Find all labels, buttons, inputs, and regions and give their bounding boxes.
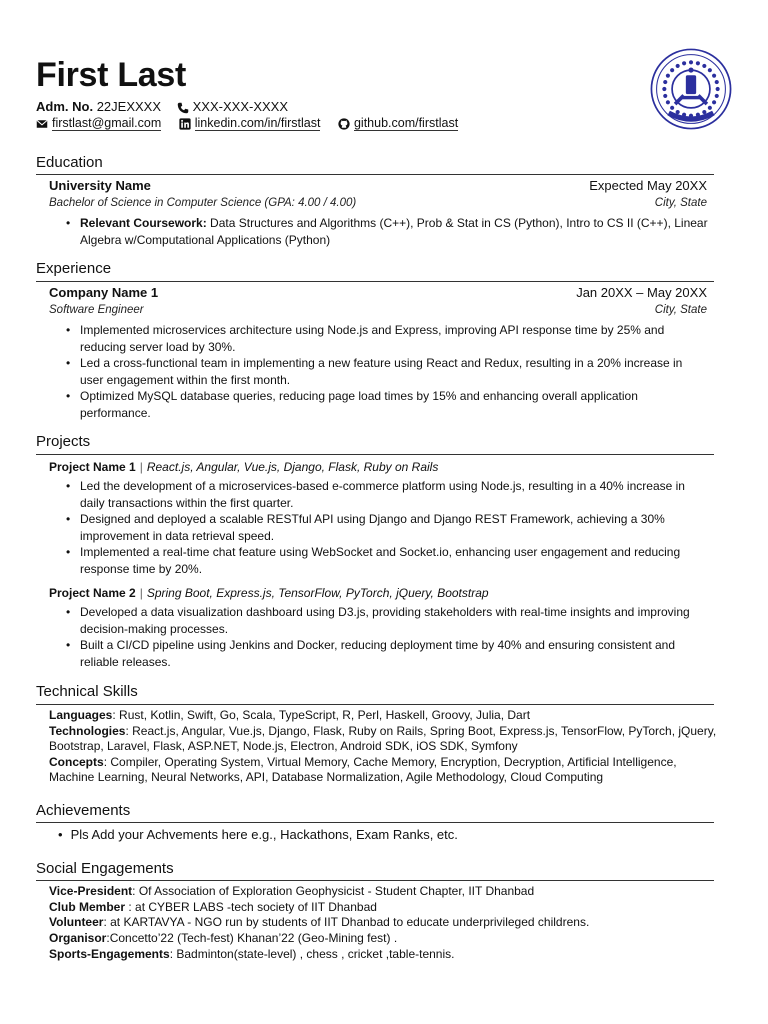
section-divider	[36, 880, 714, 881]
skills-languages: Languages: Rust, Kotlin, Swift, Go, Scala, TypeScript, R, Perl, Haskell, Groovy, Julia, Dart	[49, 708, 531, 722]
achievement-item: • Pls Add your Achvements here e.g., Hackathons, Exam Ranks, etc.	[58, 827, 458, 842]
emblem-gear-tooth	[670, 68, 674, 72]
coursework-label: Relevant Coursework:	[80, 216, 207, 230]
email-text: firstlast@gmail.com	[52, 116, 162, 130]
list-item: Volunteer: at KARTAVYA - NGO run by students of IIT Dhanbad to educate underprivileged childrens.	[49, 915, 590, 930]
emblem-gear-tooth	[666, 100, 670, 104]
github-icon	[338, 118, 350, 130]
coursework-list	[62, 215, 712, 248]
phone-icon	[177, 102, 189, 114]
adm-label: Adm. No.	[36, 99, 94, 114]
emblem-gear-tooth	[666, 74, 670, 78]
experience-dates: Jan 20XX – May 20XX	[576, 285, 707, 300]
skills-technologies: Technologies: React.js, Angular, Vue.js, Django, Flask, Ruby on Rails, Spring Boot, Express.js, TensorFlow, PyTorch, jQuery, Bootstrap, Laravel, Flask, ASP.NET, Node.js, Electron, Android SDK, iOS SDK, Symfony	[49, 723, 717, 754]
coursework-text: Data Structures and Algorithms (C++), Prob & Stat in CS (Python), Intro to CS II (C++), Linear	[210, 216, 708, 230]
experience-location: City, State	[654, 304, 707, 316]
experience-entry-sub	[49, 304, 707, 316]
list-item: Organisor:Concetto’22 (Tech-fest) Khanan’22 (Geo-Mining fest) .	[49, 931, 398, 946]
list-item	[62, 215, 712, 248]
list-item: Vice-President: Of Association of Exploration Geophysicist - Student Chapter, IIT Dhanbad	[49, 884, 535, 898]
linkedin-icon	[179, 118, 191, 130]
section-title-social: Social Engagements	[36, 860, 174, 877]
header-line-2	[36, 116, 472, 133]
section-divider	[36, 174, 714, 175]
emblem-gear-tooth	[663, 94, 667, 98]
envelope-icon	[36, 118, 48, 130]
phone-item	[177, 99, 288, 114]
adm-value: 22JEXXXX	[96, 99, 162, 114]
linkedin-text: linkedin.com/in/firstlast	[194, 116, 321, 130]
github-link[interactable]	[338, 116, 458, 131]
education-location: City, State	[654, 197, 707, 209]
header-line-1	[36, 99, 288, 114]
list-item: • Led the development of a microservices-based e-commerce platform using Node.js, resulting in a 40% increase in daily transactions within the first quarter.	[62, 478, 712, 511]
emblem-gear-tooth	[708, 68, 712, 72]
emblem-gear-tooth	[715, 94, 719, 98]
list-item: • Implemented a real-time chat feature using WebSocket and Socket.io, enhancing user engagement and reducing response time by 20%.	[62, 544, 712, 577]
project-header: Project Name 1 | React.js, Angular, Vue.js, Django, Flask, Ruby on Rails	[49, 460, 439, 474]
education-entry-header	[49, 178, 707, 193]
emblem-gear-tooth	[682, 61, 686, 65]
list-item: Sports-Engagements: Badminton(state-level) , chess , cricket ,table-tennis.	[49, 946, 455, 961]
job-role: Software Engineer	[49, 304, 144, 316]
company-name: Company Name 1	[49, 285, 159, 300]
project-name: Project Name 2	[49, 586, 136, 600]
emblem-gear-tooth	[712, 74, 716, 78]
list-item: • Designed and deployed a scalable RESTful API using Django and Django REST Framework, achieving a 30% improvement in data retrieval speed.	[62, 511, 712, 544]
section-title-achievements: Achievements	[36, 802, 131, 819]
phone-number: XXX-XXX-XXXX	[192, 99, 289, 114]
section-divider	[36, 281, 714, 282]
project-bullets	[62, 604, 712, 670]
section-divider	[36, 822, 714, 823]
project-header: Project Name 2 | Spring Boot, Express.js, TensorFlow, PyTorch, jQuery, Bootstrap	[49, 586, 489, 600]
list-item: • Developed a data visualization dashboard using D3.js, providing stakeholders with real-time insights and improving decision-making processes.	[62, 604, 712, 637]
experience-bullets	[62, 322, 712, 421]
institute-emblem-icon	[648, 46, 734, 132]
emblem-gear-tooth	[702, 110, 706, 114]
section-title-education: Education	[36, 154, 103, 171]
emblem-gear-tooth	[676, 110, 680, 114]
list-item: • Built a CI/CD pipeline using Jenkins and Docker, reducing deployment time by 40% and ensuring consistent and reliable releases.	[62, 637, 712, 670]
section-divider	[36, 454, 714, 455]
emblem-gear-tooth	[676, 64, 680, 68]
emblem-gear-tooth	[702, 64, 706, 68]
list-item: • Implemented microservices architecture using Node.js and Express, improving API response time by 25% and reducing server load by 30%.	[62, 322, 712, 355]
emblem-gear-tooth	[689, 60, 693, 64]
section-divider	[36, 704, 714, 705]
emblem-gear-tooth	[716, 87, 720, 91]
emblem-gear-tooth	[708, 106, 712, 110]
github-text: github.com/firstlast	[353, 116, 459, 130]
skills-block	[49, 708, 717, 786]
project-tech: React.js, Angular, Vue.js, Django, Flask, Ruby on Rails	[146, 460, 439, 474]
experience-entry-header	[49, 285, 707, 300]
linkedin-link[interactable]	[179, 116, 321, 131]
section-title-skills: Technical Skills	[36, 683, 138, 700]
education-date: Expected May 20XX	[589, 178, 707, 193]
project-bullets	[62, 478, 712, 577]
section-title-experience: Experience	[36, 260, 112, 277]
list-item: • Optimized MySQL database queries, reducing page load times by 15% and enhancing overall application performance.	[62, 388, 712, 421]
list-item: • Led a cross-functional team in implementing a new feature using React and Redux, resulting in a 20% increase in user engagement within the first month.	[62, 355, 712, 388]
candidate-name: First Last	[36, 56, 187, 94]
emblem-gear-tooth	[670, 106, 674, 110]
section-title-projects: Projects	[36, 433, 91, 450]
school-name: University Name	[49, 178, 151, 193]
project-name: Project Name 1	[49, 460, 136, 474]
emblem-gear-tooth	[663, 80, 667, 84]
emblem-gear-tooth	[696, 61, 700, 65]
email-link[interactable]	[36, 116, 161, 131]
degree: Bachelor of Science in Computer Science (GPA: 4.00 / 4.00)	[49, 197, 357, 209]
education-entry-sub	[49, 197, 707, 209]
list-item: Club Member : at CYBER LABS -tech society of IIT Dhanbad	[49, 899, 377, 914]
skills-concepts: Concepts: Compiler, Operating System, Virtual Memory, Cache Memory, Encryption, Decryption, Artificial Intelligence, Machine Learning, Neural Networks, API, Database Normalization, Agile Methodology, Cloud Computing	[49, 754, 677, 785]
emblem-gear-tooth	[712, 100, 716, 104]
project-tech: Spring Boot, Express.js, TensorFlow, PyTorch, jQuery, Bootstrap	[146, 586, 489, 600]
emblem-gear-tooth	[715, 80, 719, 84]
coursework-text-cont: Algebra w/Computational Applications (Python)	[80, 232, 331, 247]
social-block	[49, 884, 717, 963]
emblem-gear-tooth	[662, 87, 666, 91]
